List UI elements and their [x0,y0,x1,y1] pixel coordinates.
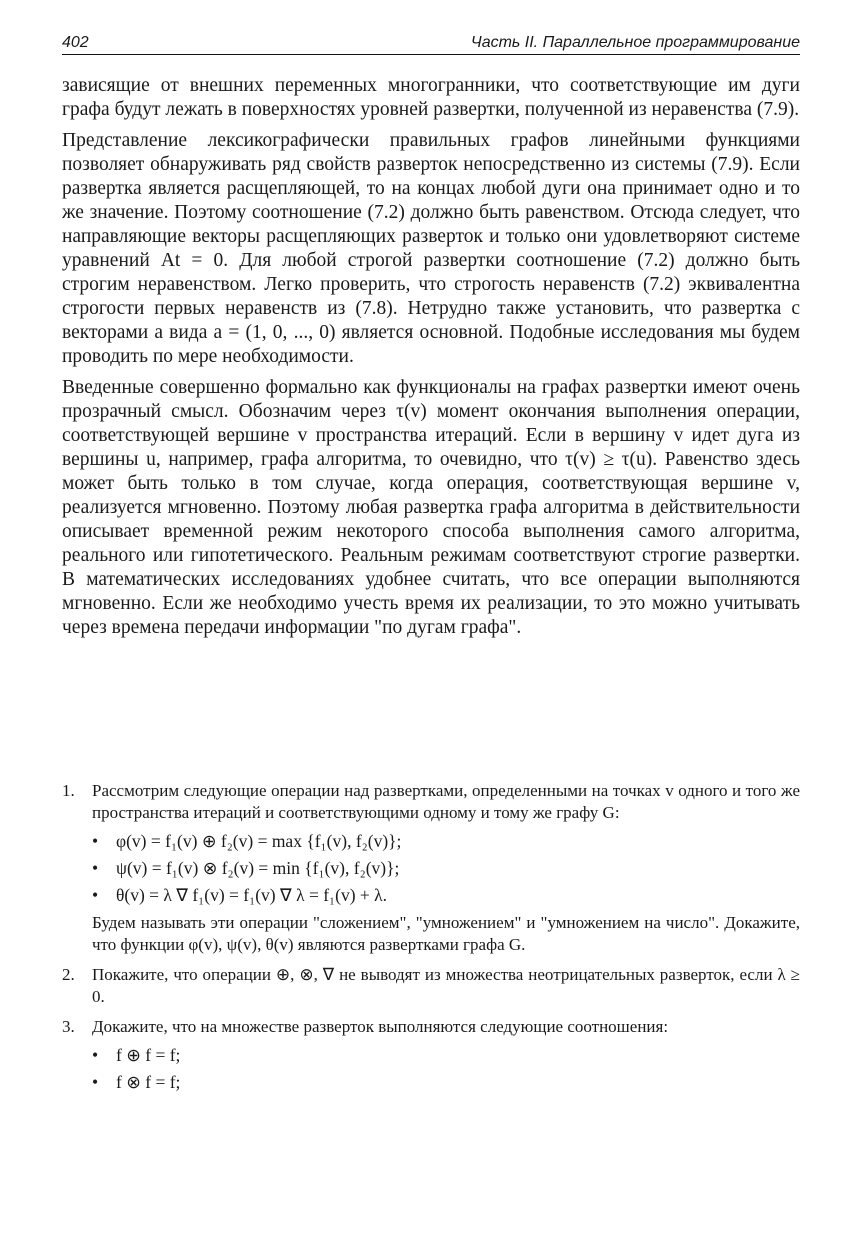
body-text [62,74,800,647]
bullet-icon: • [92,1072,99,1092]
formula-item: • f ⊕ f = f; [92,1045,181,1065]
exercise-number: 1. [62,781,75,800]
formula-list [92,830,800,906]
running-header [62,30,800,55]
bullet-icon: • [92,885,99,905]
exercise-number: 3. [62,1017,75,1036]
exercise-text: Докажите, что на множестве разверток выполняются следующие соотношения: [92,1017,669,1036]
bullet-icon: • [92,858,99,878]
exercise-item [62,1016,800,1093]
formula-item: • f ⊗ f = f; [92,1072,181,1092]
bullet-icon: • [92,831,99,851]
paragraph: Представление лексикографически правильных графов линейными функциями позволяет обнаруживать ряд свойств разверток непосредственно из системы (7.9). Если развертка является расщепляющей, то на концах любой дуги она принимает одно и то же значение. Поэтому соотношение (7.2) должно быть равенством. Отсюда следует, что направляющие векторы расщепляющих разверток и только они удовлетворяют системе уравнений At = 0. Для любой строгой развертки соотношение (7.2) должно быть строгим неравенством. Легко проверить, что строгость неравенств (7.2) эквивалентна строгости первых неравенств из (7.8). Нетрудно также установить, что развертка с векторами a вида a = (1, 0, ..., 0) является основной. Подобные исследования мы будем проводить по мере необходимости. [62,130,800,367]
bullet-icon: • [92,1045,99,1065]
exercise-item [62,964,800,1008]
paragraph: зависящие от внешних переменных многогранники, что соответствующие им дуги графа будут лежать в поверхностях уровней развертки, полученной из неравенства (7.9). [62,75,800,120]
paragraph: Введенные совершенно формально как функционалы на графах развертки имеют очень прозрачный смысл. Обозначим через τ(v) момент окончания выполнения операции, соответствующей вершине v пространства итераций. Если в вершину v идет дуга из вершины u, например, графа алгоритма, то очевидно, что τ(v) ≥ τ(u). Равенство здесь может быть только в том случае, когда операция, соответствующая вершине v, реализуется мгновенно. Поэтому любая развертка графа алгоритма в действительности описывает временной режим некоторого способа выполнения самого алгоритма, реального или гипотетического. Реальным режимам соответствуют строгие развертки. В математических исследованиях удобнее считать, что все операции выполняются мгновенно. Если же необходимо учесть время их реализации, то это можно учитывать через времена передачи информации "по дугам графа". [62,377,800,638]
running-title: Часть II. Параллельное программирование [470,34,800,51]
exercise-item [62,780,800,956]
formula-list [92,1044,800,1093]
formula-item: • ψ(v) = f₁(v) ⊗ f₂(v) = min {f₁(v), f₂(v)}; [92,858,400,878]
formula-item: • θ(v) = λ ∇ f₁(v) = f₁(v) ∇ λ = f₁(v) + λ. [92,885,388,905]
exercise-text: Покажите, что операции ⊕, ⊗, ∇ не выводят из множества неотрицательных разверток, если λ ≥ 0. [92,965,800,1006]
exercise-text: Рассмотрим следующие операции над развертками, определенными на точках v одного и того же пространства итераций и соответствующими одному и тому же графу G: [92,781,800,822]
page-number: 402 [62,34,89,51]
exercise-list [62,780,800,1101]
exercise-followup: Будем называть эти операции "сложением", "умножением" и "умножением на число". Докажите, что функции φ(v), ψ(v), θ(v) являются развертками графа G. [92,913,800,954]
formula-item: • φ(v) = f₁(v) ⊕ f₂(v) = max {f₁(v), f₂(v)}; [92,831,402,851]
exercise-number: 2. [62,965,75,984]
